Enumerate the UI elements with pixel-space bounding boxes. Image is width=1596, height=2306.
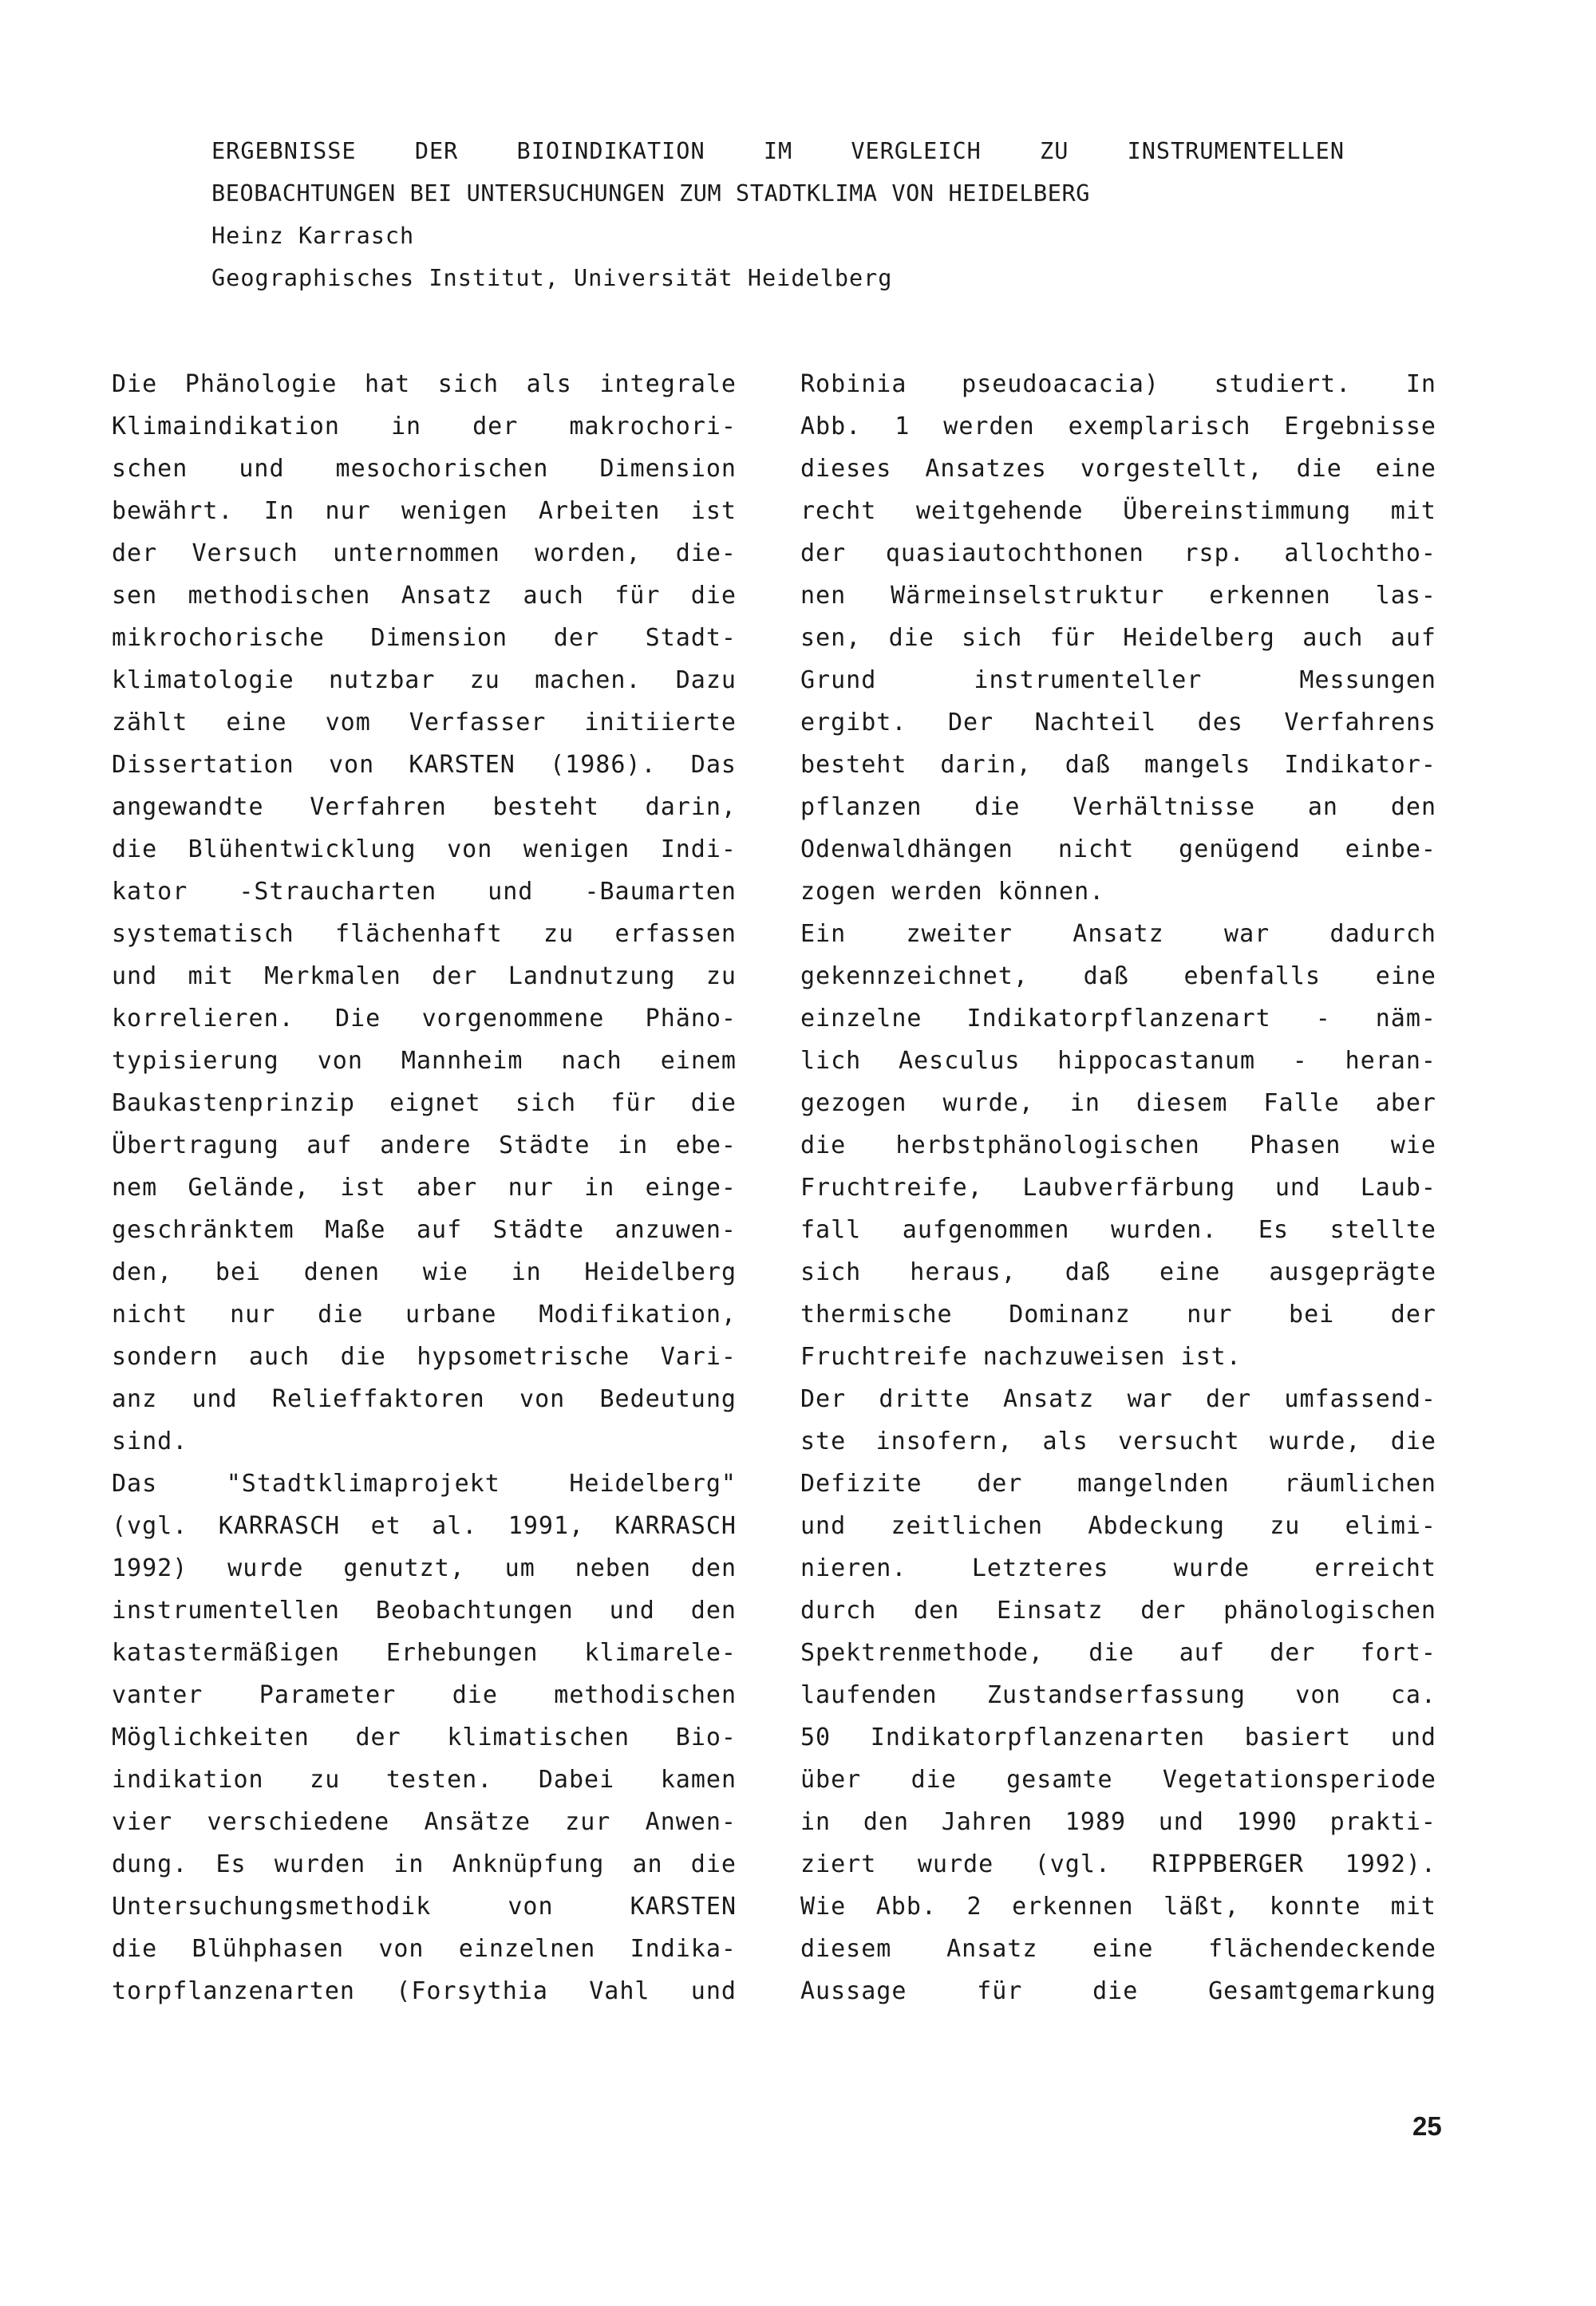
- text-line: Fruchtreife nachzuweisen ist.: [800, 1343, 1242, 1371]
- text-line: thermische Dominanz nur bei der: [800, 1301, 1436, 1329]
- text-line: schen und mesochorischen Dimension: [112, 455, 737, 483]
- text-line: Spektrenmethode, die auf der fort-: [800, 1639, 1436, 1667]
- text-line: zogen werden können.: [800, 878, 1105, 906]
- text-line: sen methodischen Ansatz auch für die: [112, 582, 737, 610]
- text-line: anz und Relieffaktoren von Bedeutung: [112, 1385, 737, 1413]
- text-line: die Blühentwicklung von wenigen Indi-: [112, 835, 737, 863]
- text-line: bewährt. In nur wenigen Arbeiten ist: [112, 497, 737, 525]
- left-text-column: [112, 363, 737, 2012]
- text-line: über die gesamte Vegetationsperiode: [800, 1766, 1436, 1794]
- text-line: nem Gelände, ist aber nur in einge-: [112, 1174, 737, 1202]
- text-line: und mit Merkmalen der Landnutzung zu: [112, 962, 737, 990]
- text-line: einzelne Indikatorpflanzenart - näm-: [800, 1005, 1436, 1033]
- right-text-column: [800, 363, 1436, 2012]
- text-line: die herbstphänologischen Phasen wie: [800, 1131, 1436, 1159]
- text-line: ziert wurde (vgl. RIPPBERGER 1992).: [800, 1850, 1436, 1878]
- text-line: Wie Abb. 2 erkennen läßt, konnte mit: [800, 1893, 1436, 1921]
- text-line: sondern auch die hypsometrische Vari-: [112, 1343, 737, 1371]
- author-affiliation: Geographisches Institut, Universität Heidelberg: [211, 265, 893, 291]
- text-line: fall aufgenommen wurden. Es stellte: [800, 1216, 1436, 1244]
- text-line: indikation zu testen. Dabei kamen: [112, 1766, 737, 1794]
- text-line: nen Wärmeinselstruktur erkennen las-: [800, 582, 1436, 610]
- text-line: sen, die sich für Heidelberg auch auf: [800, 624, 1436, 652]
- text-line: ergibt. Der Nachteil des Verfahrens: [800, 709, 1436, 736]
- text-line: Baukastenprinzip eignet sich für die: [112, 1089, 737, 1117]
- text-line: gezogen wurde, in diesem Falle aber: [800, 1089, 1436, 1117]
- text-line: mikrochorische Dimension der Stadt-: [112, 624, 737, 652]
- text-line: angewandte Verfahren besteht darin,: [112, 793, 737, 821]
- text-line: durch den Einsatz der phänologischen: [800, 1597, 1436, 1625]
- article-title-line-1: ERGEBNISSE DER BIOINDIKATION IM VERGLEICH ZU INSTRUMENTELLEN: [211, 138, 1345, 164]
- text-line: ste insofern, als versucht wurde, die: [800, 1427, 1436, 1455]
- text-line: Defizite der mangelnden räumlichen: [800, 1470, 1436, 1498]
- text-line: Grund instrumenteller Messungen: [800, 666, 1436, 694]
- text-line: Dissertation von KARSTEN (1986). Das: [112, 751, 737, 779]
- text-line: kator -Straucharten und -Baumarten: [112, 878, 737, 906]
- text-line: (vgl. KARRASCH et al. 1991, KARRASCH: [112, 1512, 737, 1540]
- text-line: sind.: [112, 1427, 188, 1455]
- text-line: Ein zweiter Ansatz war dadurch: [800, 920, 1436, 948]
- text-line: 50 Indikatorpflanzenarten basiert und: [800, 1724, 1436, 1751]
- text-line: diesem Ansatz eine flächendeckende: [800, 1935, 1436, 1963]
- text-line: vanter Parameter die methodischen: [112, 1681, 737, 1709]
- text-line: instrumentellen Beobachtungen und den: [112, 1597, 737, 1625]
- text-line: sich heraus, daß eine ausgeprägte: [800, 1258, 1436, 1286]
- text-line: katastermäßigen Erhebungen klimarele-: [112, 1639, 737, 1667]
- article-title-line-2: BEOBACHTUNGEN BEI UNTERSUCHUNGEN ZUM STADTKLIMA VON HEIDELBERG: [211, 180, 1091, 207]
- text-line: geschränktem Maße auf Städte anzuwen-: [112, 1216, 737, 1244]
- text-line: den, bei denen wie in Heidelberg: [112, 1258, 737, 1286]
- text-line: nieren. Letzteres wurde erreicht: [800, 1554, 1436, 1582]
- text-line: Klimaindikation in der makrochori-: [112, 413, 737, 440]
- text-line: der Versuch unternommen worden, die-: [112, 539, 737, 567]
- text-line: Das "Stadtklimaprojekt Heidelberg": [112, 1470, 737, 1498]
- text-line: Fruchtreife, Laubverfärbung und Laub-: [800, 1174, 1436, 1202]
- text-line: besteht darin, daß mangels Indikator-: [800, 751, 1436, 779]
- text-line: klimatologie nutzbar zu machen. Dazu: [112, 666, 737, 694]
- text-line: Die Phänologie hat sich als integrale: [112, 370, 737, 398]
- text-line: laufenden Zustandserfassung von ca.: [800, 1681, 1436, 1709]
- text-line: in den Jahren 1989 und 1990 prakti-: [800, 1808, 1436, 1836]
- text-line: gekennzeichnet, daß ebenfalls eine: [800, 962, 1436, 990]
- text-line: und zeitlichen Abdeckung zu elimi-: [800, 1512, 1436, 1540]
- text-line: korrelieren. Die vorgenommene Phäno-: [112, 1005, 737, 1033]
- text-line: torpflanzenarten (Forsythia Vahl und: [112, 1977, 737, 2005]
- text-line: dung. Es wurden in Anknüpfung an die: [112, 1850, 737, 1878]
- text-line: Robinia pseudoacacia) studiert. In: [800, 370, 1436, 398]
- page-number: 25: [1412, 2111, 1442, 2141]
- text-line: Abb. 1 werden exemplarisch Ergebnisse: [800, 413, 1436, 440]
- text-line: Odenwaldhängen nicht genügend einbe-: [800, 835, 1436, 863]
- text-line: Möglichkeiten der klimatischen Bio-: [112, 1724, 737, 1751]
- text-line: Aussage für die Gesamtgemarkung: [800, 1977, 1436, 2005]
- text-line: Übertragung auf andere Städte in ebe-: [112, 1131, 737, 1159]
- article-header: [211, 130, 1345, 299]
- text-line: pflanzen die Verhältnisse an den: [800, 793, 1436, 821]
- text-line: systematisch flächenhaft zu erfassen: [112, 920, 737, 948]
- text-line: typisierung von Mannheim nach einem: [112, 1047, 737, 1075]
- text-line: lich Aesculus hippocastanum - heran-: [800, 1047, 1436, 1075]
- text-line: nicht nur die urbane Modifikation,: [112, 1301, 737, 1329]
- text-line: zählt eine vom Verfasser initiierte: [112, 709, 737, 736]
- text-line: dieses Ansatzes vorgestellt, die eine: [800, 455, 1436, 483]
- text-line: recht weitgehende Übereinstimmung mit: [800, 497, 1436, 525]
- author-name: Heinz Karrasch: [211, 223, 415, 249]
- text-line: Untersuchungsmethodik von KARSTEN: [112, 1893, 737, 1921]
- text-line: vier verschiedene Ansätze zur Anwen-: [112, 1808, 737, 1836]
- text-line: 1992) wurde genutzt, um neben den: [112, 1554, 737, 1582]
- text-line: Der dritte Ansatz war der umfassend-: [800, 1385, 1436, 1413]
- text-line: der quasiautochthonen rsp. allochtho-: [800, 539, 1436, 567]
- text-line: die Blühphasen von einzelnen Indika-: [112, 1935, 737, 1963]
